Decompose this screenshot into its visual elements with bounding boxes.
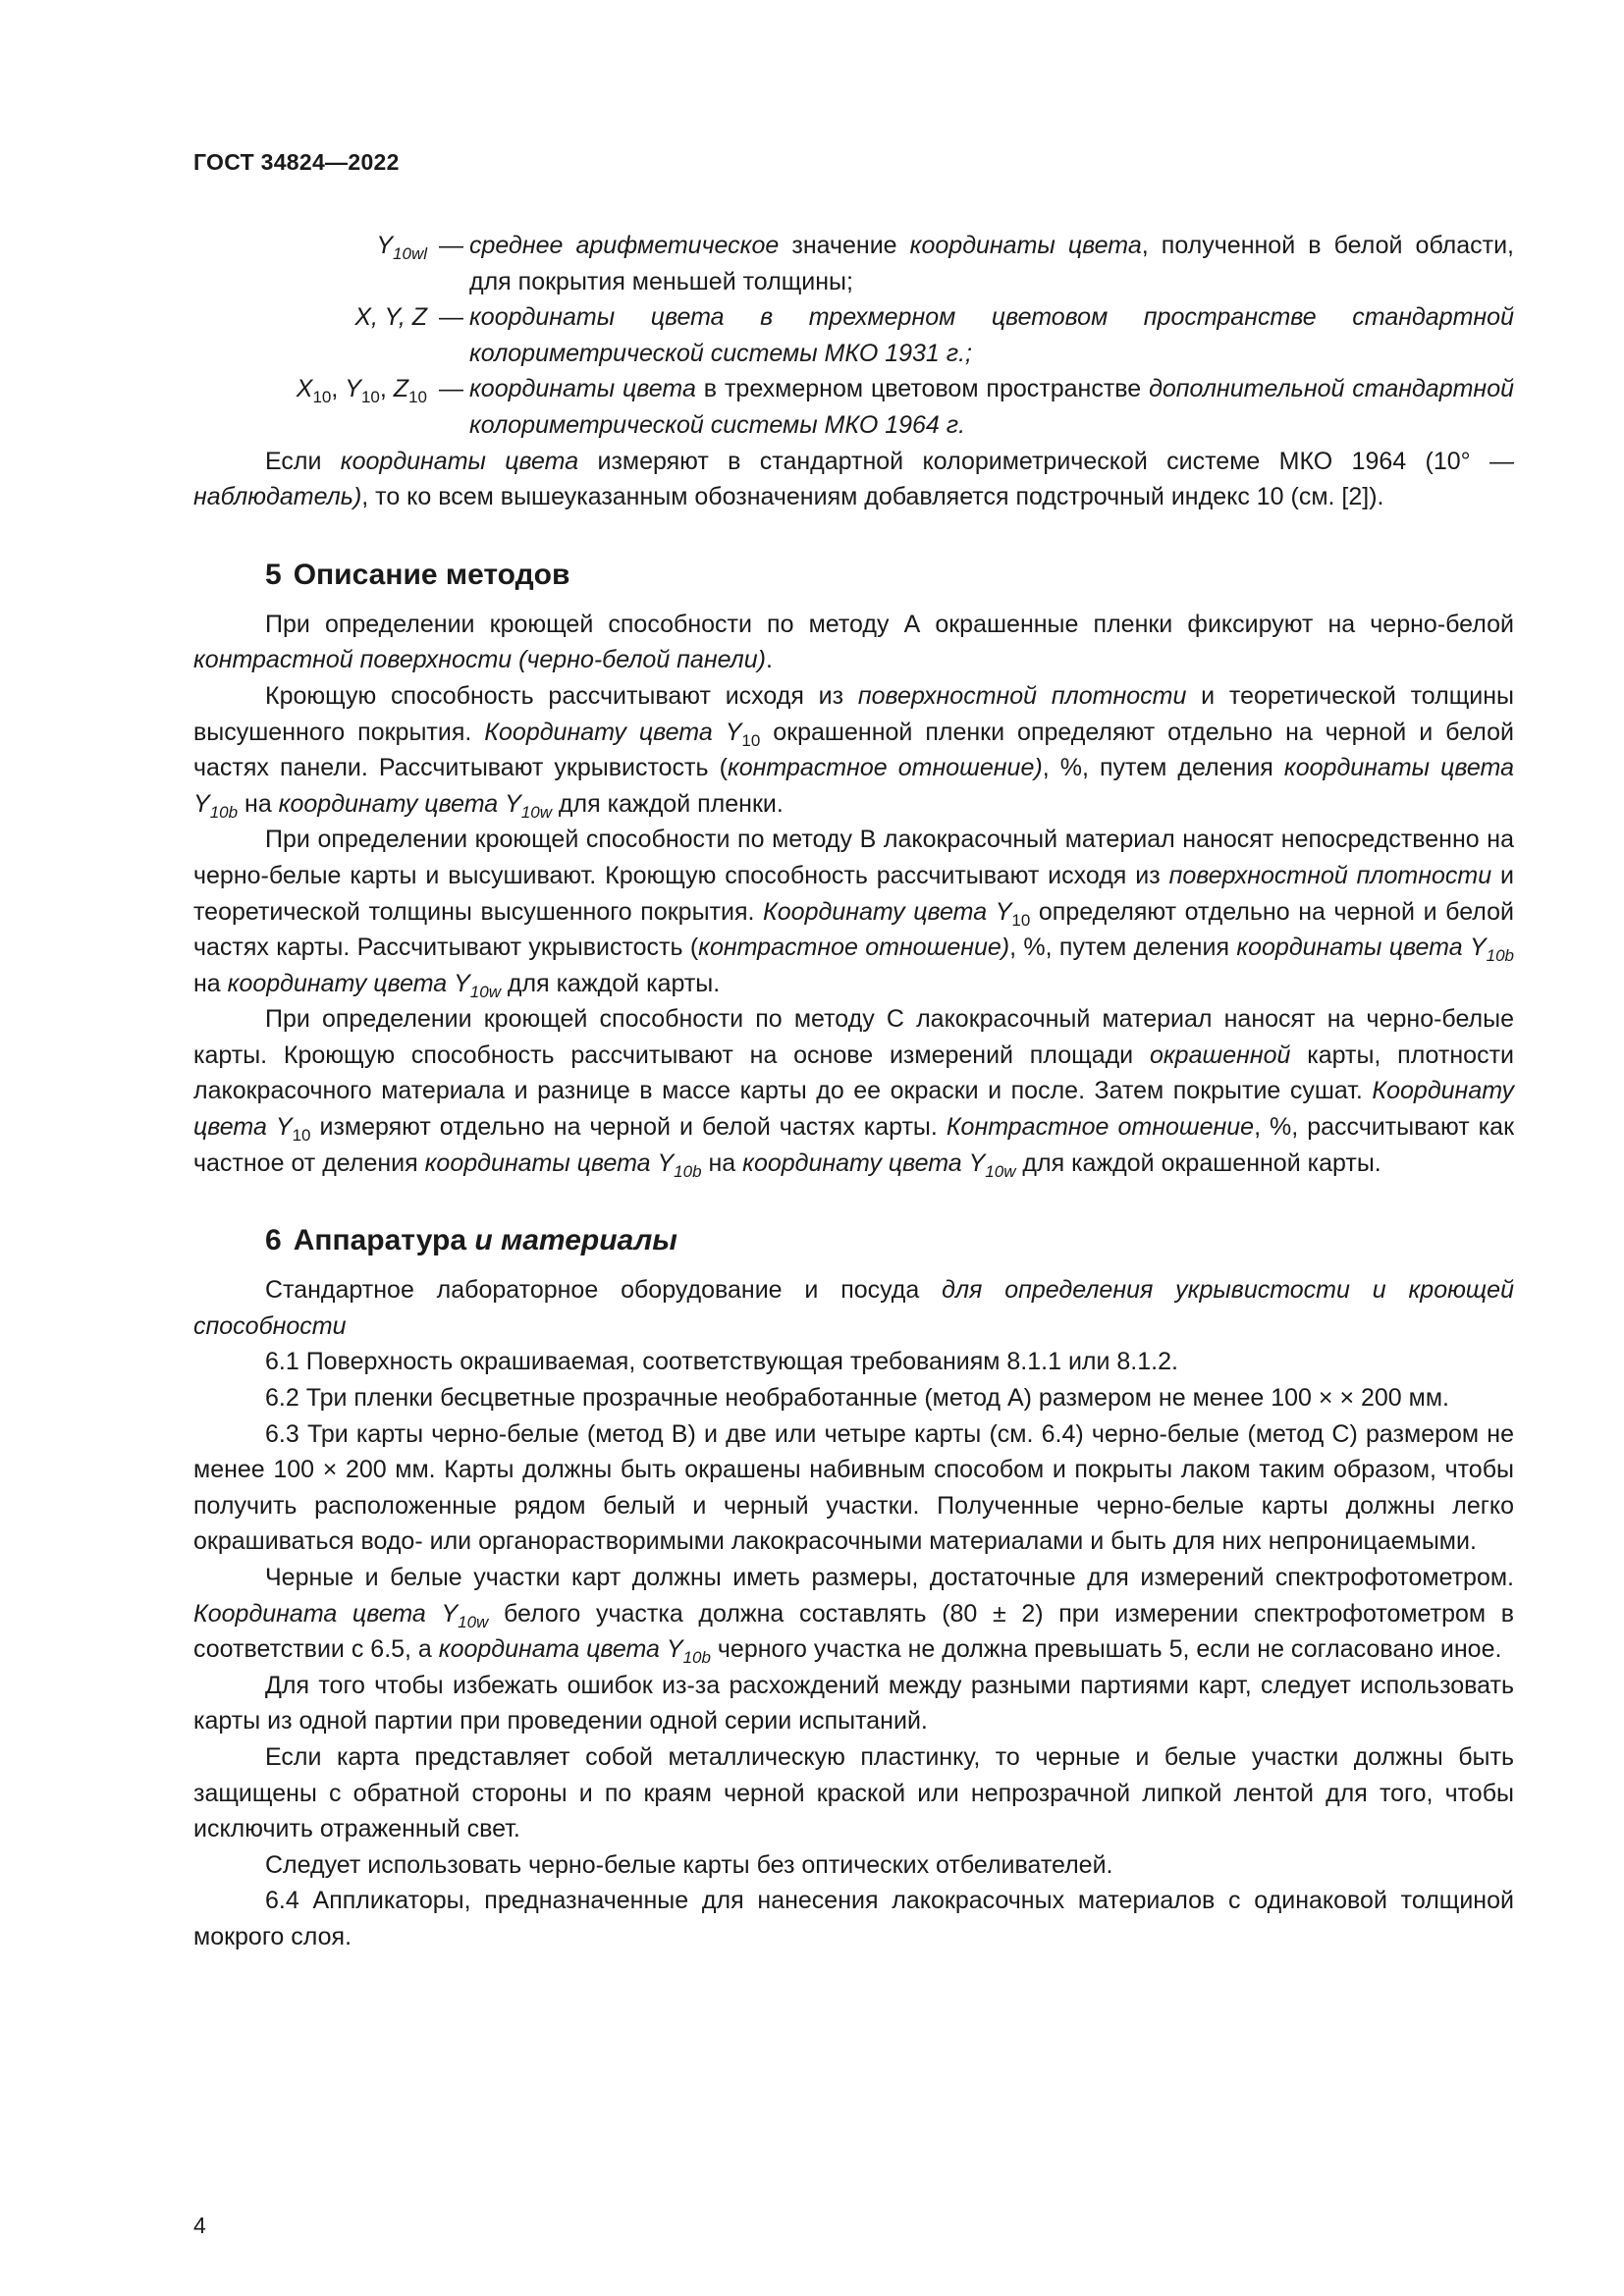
symbol-definitions	[193, 228, 1514, 444]
definition-term: X, Y, Z	[354, 303, 427, 332]
definition-description: координаты цвета в трехмерном цветовом пространстве стандартной колориметрической системы МКО 1931 г.;	[469, 303, 1514, 367]
clause-6-2: 6.2 Три пленки бесцветные прозрачные необработанные (метод А) размером не менее 100 × × 200 мм.	[265, 1384, 1449, 1413]
paragraph: Черные и белые участки карт должны иметь размеры, достаточные для измерений спектрофотометром. Координата цвета $Y_{10w}$ белого участка должна составлять (80 ± 2) при измерении спектрофотометром в соответствии с 6.5, а координата цвета $Y_{10b}$ черного участка не должна превышать 5, если не согласовано иное.	[193, 1564, 1515, 1668]
paragraph: При определении кроющей способности по методу А окрашенные пленки фиксируют на черно-белой контрастной поверхности (черно-белой панели).	[193, 610, 1514, 674]
definition-term: $X_{10}$, $Y_{10}$, $Z_{10}$	[296, 375, 427, 407]
section-heading-5: 5 Описание методов	[265, 558, 570, 591]
clause-6-3: 6.3 Три карты черно-белые (метод В) и две или четыре карты (см. 6.4) черно-белые (метод С) размером не менее 100 × 200 мм. Карты должны быть окрашены набивным способом и покрыты лаком таким образом, чтобы получить расположенные рядом белый и черный участки. Полученные черно-белые карты должны легко окрашиваться водо- или органорастворимыми лакокрасочными материалами и быть для них непроницаемыми.	[193, 1419, 1514, 1556]
paragraph: При определении кроющей способности по методу С лакокрасочный материал наносят на черно-белые карты. Кроющую способность рассчитывают на основе измерений площади окрашенной карты, плотности лакокрасочного материала и разнице в массе карты до ее окраски и после. Затем покрытие сушат. Координату цвета $Y_{10}$ измеряют отдельно на черной и белой частях карты. Контрастное отношение, %, рассчитывают как частное от деления координаты цвета $Y_{10b}$ на координату цвета $Y_{10w}$ для каждой окрашенной карты.	[193, 1005, 1515, 1181]
page-number: 4	[193, 2213, 206, 2238]
paragraph: Следует использовать черно-белые карты без оптических отбеливателей.	[265, 1850, 1113, 1879]
clause-6-4: 6.4 Аппликаторы, предназначенные для нанесения лакокрасочных материалов с одинаковой толщиной мокрого слоя.	[193, 1887, 1514, 1950]
definition-description: среднее арифметическое значение координаты цвета, полученной в белой области, для покрытия меньшей толщины;	[469, 232, 1515, 295]
definition-term: $Y_{10wl}$	[376, 232, 427, 263]
paragraph: Если карта представляет собой металлическую пластинку, то черные и белые участки должны быть защищены с обратной стороны и по краям черной краской или непрозрачной липкой лентой для того, чтобы исключить отраженный свет.	[193, 1742, 1514, 1843]
definition-description: координаты цвета в трехмерном цветовом пространстве дополнительной стандартной колориметрической системы МКО 1964 г.	[469, 375, 1514, 439]
clause-6-1: 6.1 Поверхность окрашиваемая, соответствующая требованиям 8.1.1 или 8.1.2.	[265, 1348, 1178, 1376]
paragraph-observer-note: Если координаты цвета измеряют в стандартной колориметрической системе МКО 1964 (10° — наблюдатель), то ко всем вышеуказанным обозначениям добавляется подстрочный индекс 10 (см. [2]).	[193, 447, 1514, 511]
definition-item: X, Y, Z — координаты цвета в трехмерном цветовом пространстве стандартной колориметрической системы МКО 1931 г.;	[193, 299, 1514, 371]
section-heading-6: 6 Аппаратура и материалы	[265, 1224, 677, 1257]
page-content	[193, 228, 1514, 1955]
document-header: ГОСТ 34824—2022	[193, 149, 400, 175]
paragraph: Для того чтобы избежать ошибок из-за расхождений между разными партиями карт, следует использовать карты из одной партии при проведении одной серии испытаний.	[193, 1671, 1514, 1735]
definition-item: $X_{10}$, $Y_{10}$, $Z_{10}$ — координаты цвета в трехмерном цветовом пространстве дополнительной стандартной колориметрической системы МКО 1964 г.	[193, 371, 1514, 443]
paragraph: Стандартное лабораторное оборудование и посуда для определения укрывистости и кроющей способности	[193, 1276, 1514, 1340]
paragraph: Кроющую способность рассчитывают исходя из поверхностной плотности и теоретической толщины высушенного покрытия. Координату цвета $Y_{10}$ окрашенной пленки определяют отдельно на черной и белой частях панели. Рассчитывают укрывистость (контрастное отношение), %, путем деления координаты цвета $Y_{10b}$ на координату цвета $Y_{10w}$ для каждой пленки.	[193, 681, 1514, 822]
paragraph: При определении кроющей способности по методу В лакокрасочный материал наносят непосредственно на черно-белые карты и высушивают. Кроющую способность рассчитывают исходя из поверхностной плотности и теоретической толщины высушенного покрытия. Координату цвета $Y_{10}$ определяют отдельно на черной и белой частях карты. Рассчитывают укрывистость (контрастное отношение), %, путем деления координаты цвета $Y_{10b}$ на координату цвета $Y_{10w}$ для каждой карты.	[193, 826, 1515, 1001]
definition-item: $Y_{10wl}$ — среднее арифметическое значение координаты цвета, полученной в белой области, для покрытия меньшей толщины;	[193, 228, 1514, 299]
